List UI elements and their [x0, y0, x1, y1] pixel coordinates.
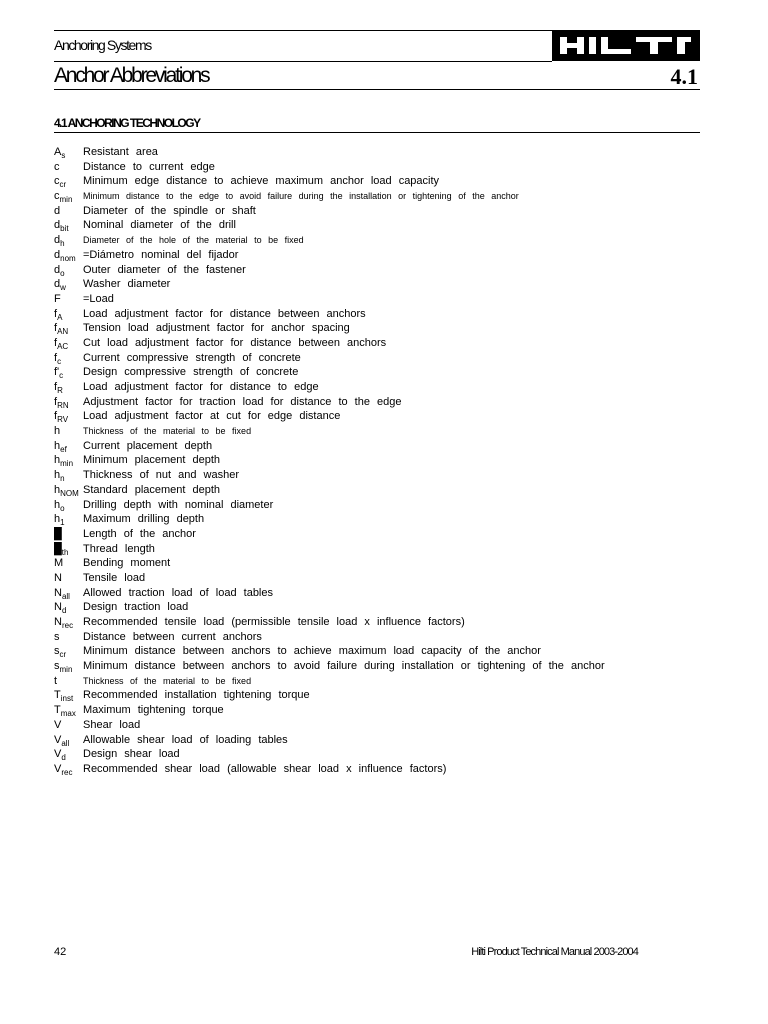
abbreviation-symbol	[54, 336, 68, 350]
abbreviation-symbol-base: h	[54, 498, 61, 511]
abbreviation-symbol-subscript: ef	[60, 444, 67, 454]
abbreviation-definition: Standard placement depth	[83, 483, 221, 496]
abbreviation-row	[54, 248, 700, 263]
abbreviation-symbol	[54, 233, 65, 247]
abbreviation-symbol-subscript: cr	[59, 180, 67, 190]
abbreviation-definition: Drilling depth with nominal diameter	[83, 498, 274, 511]
abbreviation-symbol-base: F	[54, 292, 61, 305]
abbreviation-row	[54, 542, 700, 557]
abbreviation-row	[54, 703, 700, 718]
abbreviation-symbol-subscript: RN	[57, 400, 69, 410]
abbreviation-row	[54, 659, 700, 674]
abbreviation-symbol-subscript: d	[61, 753, 66, 763]
abbreviation-definition: Minimum distance to the edge to avoid failure during the installation or tightening of the anchor	[83, 191, 519, 202]
abbreviation-definition: Minimum distance between anchors to achieve maximum load capacity of the anchor	[83, 645, 541, 658]
abbreviation-symbol-base: s	[54, 645, 60, 658]
abbreviation-row	[54, 762, 700, 777]
abbreviation-symbol	[54, 600, 66, 614]
abbreviation-row	[54, 307, 700, 322]
abbreviation-row	[54, 424, 700, 439]
abbreviation-row	[54, 571, 700, 586]
abbreviation-symbol-base: h	[54, 425, 61, 438]
abbreviation-definition: Thickness of the material to be fixed	[83, 675, 252, 686]
abbreviation-definition: Recommended tensile load (permissible tensile load x influence factors)	[83, 616, 465, 628]
abbreviation-row	[54, 747, 700, 762]
subsection-rule	[54, 132, 700, 133]
abbreviation-symbol-subscript: th	[61, 547, 69, 557]
abbreviation-symbol	[54, 703, 76, 717]
abbreviation-row	[54, 218, 700, 233]
abbreviation-row	[54, 674, 700, 689]
abbreviation-definition: Allowable shear load of loading tables	[83, 733, 288, 746]
abbreviation-symbol-base: d	[54, 219, 61, 232]
abbreviation-definition: Load adjustment factor for distance between anchors	[83, 307, 366, 320]
abbreviation-symbol-base: f	[54, 307, 58, 320]
abbreviation-symbol-subscript: all	[61, 591, 70, 601]
abbreviation-row	[54, 527, 700, 542]
abbreviation-symbol	[54, 248, 76, 262]
abbreviation-row	[54, 630, 700, 645]
abbreviation-symbol-base: c	[54, 160, 60, 173]
abbreviation-symbol-base: f	[54, 381, 58, 393]
abbreviation-symbol-base: █	[54, 527, 62, 540]
abbreviation-definition: Maximum tightening torque	[83, 704, 224, 717]
abbreviation-row	[54, 160, 700, 175]
abbreviation-row	[54, 483, 700, 498]
abbreviation-definition: Nominal diameter of the drill	[83, 219, 236, 232]
abbreviation-symbol	[54, 747, 66, 761]
abbreviation-symbol	[54, 409, 68, 423]
abbreviation-definition: Current compressive strength of concrete	[83, 351, 301, 364]
abbreviation-definition: Minimum distance between anchors to avoid failure during installation or tightening of the anchor	[83, 660, 605, 673]
header-rule-mid	[54, 61, 552, 62]
abbreviation-symbol-subscript: A	[57, 312, 63, 322]
abbreviation-symbol-base: f	[54, 351, 58, 364]
abbreviation-symbol-subscript: bit	[60, 224, 69, 234]
abbreviation-symbol-base: d	[54, 234, 61, 247]
abbreviation-symbol-base: V	[54, 748, 62, 761]
abbreviation-definition: Tension load adjustment factor for anchor spacing	[83, 322, 350, 335]
abbreviation-symbol-base: A	[54, 146, 62, 158]
abbreviation-symbol-subscript: n	[60, 474, 65, 484]
abbreviation-symbol-subscript: cr	[59, 650, 67, 660]
abbreviation-row	[54, 263, 700, 278]
abbreviation-definition: Shear load	[83, 718, 141, 731]
abbreviation-symbol-base: h	[54, 483, 61, 496]
abbreviation-row	[54, 351, 700, 366]
abbreviation-definition: =Diámetro nominal del fijador	[83, 248, 239, 261]
abbreviation-definition: Load adjustment factor for distance to edge	[83, 381, 319, 393]
abbreviation-symbol	[54, 174, 66, 188]
abbreviation-symbol-base: M	[54, 557, 64, 570]
abbreviation-row	[54, 586, 700, 601]
abbreviation-definition: Design compressive strength of concrete	[83, 366, 299, 379]
abbreviation-symbol-base: d	[54, 248, 61, 261]
abbreviation-symbol	[54, 762, 72, 776]
abbreviation-definition: Design traction load	[83, 601, 189, 614]
hilti-logo	[552, 30, 700, 61]
abbreviation-symbol	[54, 218, 69, 232]
abbreviation-symbol	[54, 395, 69, 409]
abbreviation-definition: Cut load adjustment factor for distance between anchors	[83, 336, 387, 349]
abbreviation-symbol-base: c	[54, 175, 60, 188]
abbreviation-symbol-base: f	[54, 410, 58, 423]
abbreviation-symbol	[54, 556, 63, 570]
abbreviation-row	[54, 292, 700, 307]
abbreviation-symbol-base: c	[54, 190, 60, 203]
abbreviation-row	[54, 453, 700, 468]
abbreviation-definition: Recommended shear load (allowable shear load x influence factors)	[83, 762, 447, 775]
abbreviation-row	[54, 380, 700, 395]
abbreviation-symbol	[54, 512, 65, 526]
abbreviation-symbol	[54, 674, 57, 688]
abbreviation-list	[54, 145, 700, 777]
abbreviation-symbol-subscript: c	[59, 371, 64, 381]
abbreviation-symbol-base: h	[54, 439, 61, 452]
abbreviation-row	[54, 600, 700, 615]
abbreviation-symbol-subscript: min	[60, 459, 74, 469]
abbreviation-row	[54, 336, 700, 351]
abbreviation-symbol-subscript: d	[61, 606, 67, 616]
page-title: Anchor Abbreviations	[54, 64, 209, 87]
abbreviation-row	[54, 395, 700, 410]
abbreviation-row	[54, 409, 700, 424]
abbreviation-symbol-subscript: w	[60, 283, 66, 293]
abbreviation-definition: Tensile load	[83, 571, 146, 584]
abbreviation-symbol-subscript: rec	[61, 621, 74, 630]
abbreviation-symbol-base: f	[54, 395, 58, 408]
abbreviation-symbol	[54, 630, 60, 644]
abbreviation-symbol-subscript: RV	[57, 415, 69, 425]
abbreviation-symbol	[54, 453, 73, 467]
abbreviation-symbol-base: N	[54, 586, 62, 599]
abbreviation-row	[54, 439, 700, 454]
abbreviation-symbol-subscript: h	[60, 239, 65, 249]
abbreviation-definition: Diameter of the spindle or shaft	[83, 204, 256, 217]
abbreviation-symbol-subscript: s	[61, 151, 66, 160]
abbreviation-row	[54, 498, 700, 513]
abbreviation-definition: Washer diameter	[83, 278, 171, 291]
abbreviation-symbol-subscript: max	[60, 709, 76, 719]
abbreviation-symbol-base: d	[54, 204, 61, 217]
abbreviation-row	[54, 556, 700, 571]
abbreviation-symbol	[54, 468, 65, 482]
abbreviation-row	[54, 277, 700, 292]
abbreviation-symbol-base: h	[54, 454, 61, 467]
abbreviation-row	[54, 321, 700, 336]
subsection-heading: 4.1 ANCHORING TECHNOLOGY	[54, 116, 200, 130]
abbreviation-symbol	[54, 189, 72, 203]
abbreviation-row	[54, 468, 700, 483]
abbreviation-symbol-base: T	[54, 689, 61, 702]
abbreviation-symbol-subscript: nom	[60, 253, 76, 263]
abbreviation-row	[54, 204, 700, 219]
abbreviation-symbol-base: N	[54, 571, 62, 584]
abbreviation-definition: Distance to current edge	[83, 160, 215, 173]
abbreviation-row	[54, 365, 700, 380]
abbreviation-symbol-base: s	[54, 660, 60, 673]
abbreviation-symbol-subscript: R	[57, 386, 63, 395]
abbreviation-definition: Length of the anchor	[83, 527, 196, 540]
abbreviation-symbol-subscript: o	[60, 503, 65, 513]
abbreviation-symbol	[54, 586, 70, 600]
abbreviation-definition: Load adjustment factor at cut for edge distance	[83, 410, 341, 423]
abbreviation-symbol	[54, 321, 68, 335]
abbreviation-symbol-subscript: 1	[60, 518, 65, 528]
abbreviation-definition: Maximum drilling depth	[83, 513, 205, 526]
abbreviation-symbol	[54, 483, 79, 497]
abbreviation-row	[54, 644, 700, 659]
abbreviation-symbol-subscript: o	[60, 268, 65, 278]
abbreviation-definition: Adjustment factor for traction load for distance to the edge	[83, 395, 402, 408]
abbreviation-row	[54, 733, 700, 748]
abbreviation-symbol	[54, 424, 60, 438]
abbreviation-symbol	[54, 307, 62, 321]
abbreviation-definition: Thickness of nut and washer	[83, 469, 240, 482]
abbreviation-row	[54, 688, 700, 703]
abbreviation-symbol	[54, 292, 61, 306]
abbreviation-symbol	[54, 351, 61, 365]
abbreviation-definition: Design shear load	[83, 748, 180, 761]
abbreviation-symbol	[54, 439, 67, 453]
abbreviation-row	[54, 615, 700, 630]
abbreviation-symbol-base: d	[54, 263, 61, 276]
abbreviation-row	[54, 233, 700, 248]
abbreviation-symbol-base: V	[54, 718, 62, 731]
abbreviation-symbol-subscript: AN	[57, 327, 69, 337]
abbreviation-symbol	[54, 145, 65, 159]
abbreviation-definition: Outer diameter of the fastener	[83, 263, 246, 276]
abbreviation-definition: Distance between current anchors	[83, 630, 262, 643]
abbreviation-symbol-subscript: c	[57, 356, 62, 366]
abbreviation-row	[54, 512, 700, 527]
abbreviation-symbol	[54, 688, 73, 702]
abbreviation-symbol-base: T	[54, 704, 61, 717]
abbreviation-symbol	[54, 527, 62, 541]
abbreviation-symbol-subscript: all	[61, 738, 70, 748]
abbreviation-symbol	[54, 659, 72, 673]
abbreviation-symbol-base: h	[54, 513, 61, 526]
abbreviation-symbol-base: f'	[54, 366, 60, 379]
abbreviation-symbol-base: N	[54, 601, 62, 614]
abbreviation-row	[54, 189, 700, 204]
section-number: 4.1	[670, 64, 698, 89]
abbreviation-symbol-base: t	[54, 674, 58, 687]
abbreviation-definition: Allowed traction load of load tables	[83, 586, 273, 599]
abbreviation-symbol-subscript: AC	[57, 341, 69, 351]
abbreviation-symbol-subscript: rec	[61, 767, 73, 777]
abbreviation-symbol-base: █	[54, 542, 62, 555]
abbreviation-symbol	[54, 204, 60, 218]
abbreviation-symbol	[54, 542, 68, 556]
abbreviation-definition: Recommended installation tightening torque	[83, 689, 310, 702]
abbreviation-row	[54, 174, 700, 189]
abbreviation-symbol	[54, 380, 63, 394]
abbreviation-definition: Bending moment	[83, 557, 171, 570]
abbreviation-definition: Diameter of the hole of the material to be fixed	[83, 235, 304, 246]
abbreviation-row	[54, 145, 700, 160]
abbreviation-symbol-base: f	[54, 322, 58, 335]
header-rule-bottom	[54, 89, 700, 90]
abbreviation-symbol	[54, 571, 62, 585]
abbreviation-symbol-base: V	[54, 762, 62, 775]
abbreviation-symbol-subscript: min	[59, 195, 73, 205]
abbreviation-row	[54, 718, 700, 733]
page-number: 42	[54, 946, 67, 958]
abbreviation-symbol-subscript: min	[59, 665, 73, 675]
abbreviation-symbol	[54, 498, 65, 512]
abbreviation-symbol	[54, 263, 65, 277]
abbreviation-definition: Resistant area	[83, 146, 158, 158]
hilti-logo-mark	[558, 35, 694, 56]
abbreviation-symbol-base: s	[54, 630, 60, 643]
abbreviation-symbol-base: V	[54, 733, 62, 746]
abbreviation-symbol	[54, 277, 66, 291]
abbreviation-symbol	[54, 160, 60, 174]
abbreviation-symbol-base: h	[54, 469, 61, 482]
abbreviation-definition: Thread length	[83, 542, 155, 555]
abbreviation-symbol-subscript: inst	[60, 694, 74, 704]
abbreviation-symbol-subscript: NOM	[60, 488, 79, 498]
abbreviation-symbol-base: d	[54, 278, 61, 291]
abbreviation-symbol	[54, 615, 73, 629]
abbreviation-symbol	[54, 718, 61, 732]
abbreviation-definition: Thickness of the material to be fixed	[83, 426, 252, 437]
abbreviation-definition: Minimum edge distance to achieve maximum anchor load capacity	[83, 175, 440, 188]
abbreviation-definition: =Load	[83, 292, 114, 305]
abbreviation-symbol-base: f	[54, 336, 58, 349]
abbreviation-symbol	[54, 644, 66, 658]
section-label: Anchoring Systems	[54, 37, 151, 53]
abbreviation-definition: Minimum placement depth	[83, 454, 221, 467]
abbreviation-definition: Current placement depth	[83, 439, 213, 452]
footer-publication: Hilti Product Technical Manual 2003-2004	[471, 946, 638, 958]
abbreviation-symbol	[54, 365, 63, 379]
abbreviation-symbol	[54, 733, 69, 747]
abbreviation-symbol-base: N	[54, 616, 62, 628]
